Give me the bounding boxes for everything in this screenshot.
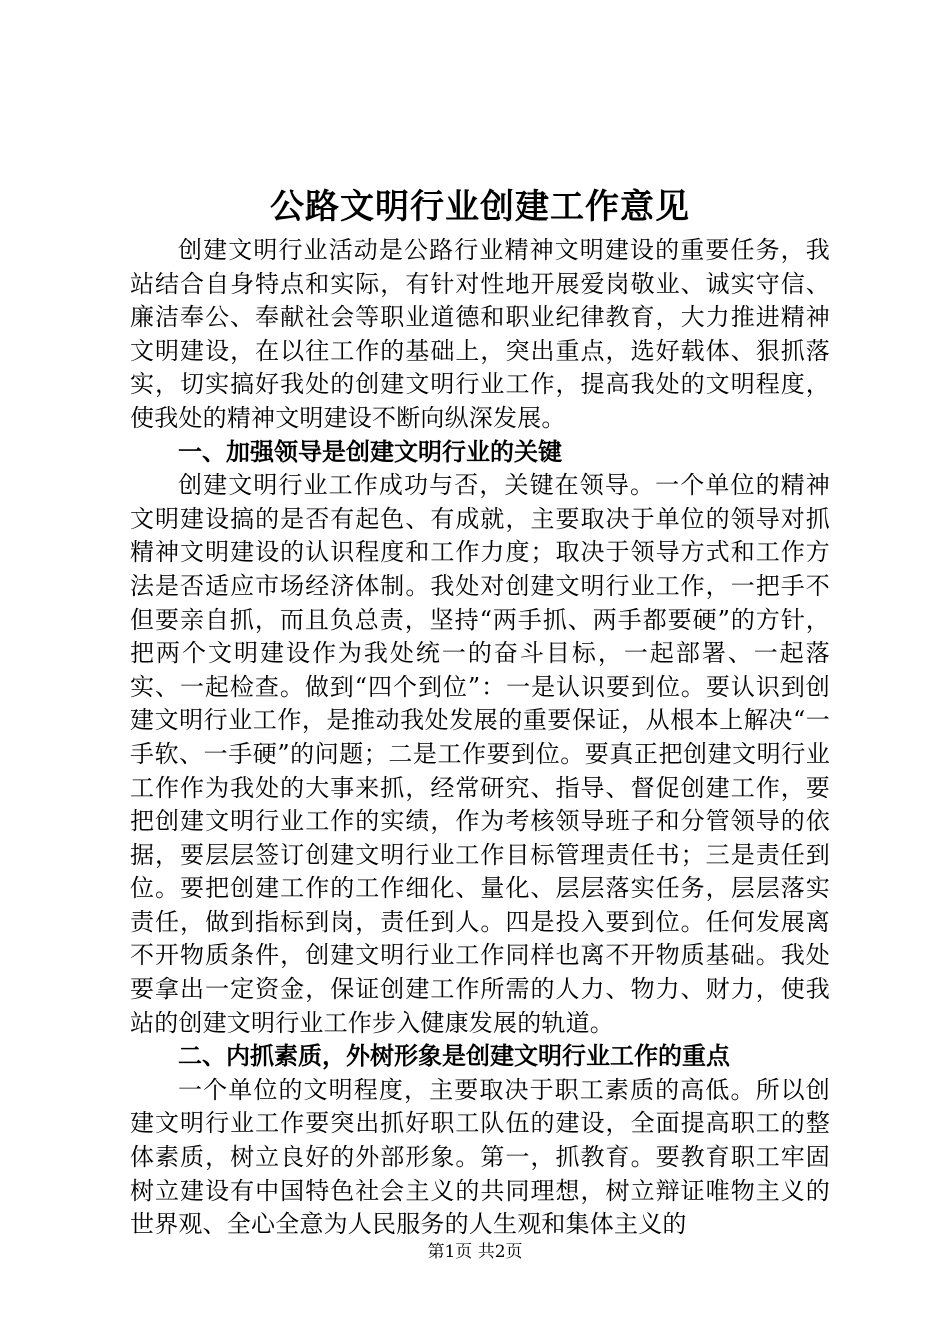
section-body-1: 创建文明行业工作成功与否，关键在领导。一个单位的精神文明建设搞的是否有起色、有成就，主要取决于单位的领导对抓精神文明建设的认识程度和工作力度；取决于领导方式和工作方法是否适应市场经济体制。我处对创建文明行业工作，一把手不但要亲自抓，而且负总责，坚持“两手抓、两手都要硬”的方针，把两个文明建设作为我处统一的奋斗目标，一起部署、一起落实、一起检查。做到“四个到位”：一是认识要到位。要认识到创建文明行业工作，是推动我处发展的重要保证，从根本上解决“一手软、一手硬”的问题；二是工作要到位。要真正把创建文明行业工作作为我处的大事来抓，经常研究、指导、督促创建工作，要把创建文明行业工作的实绩，作为考核领导班子和分管领导的依据，要层层签订创建文明行业工作目标管理责任书；三是责任到位。要把创建工作的工作细化、量化、层层落实任务，层层落实责任，做到指标到岗，责任到人。四是投入要到位。任何发展离不开物质条件，创建文明行业工作同样也离不开物质基础。我处要拿出一定资金，保证创建工作所需的人力、物力、财力，使我站的创建文明行业工作步入健康发展的轨道。 bbox=[130, 471, 830, 1037]
section-heading-1: 一、加强领导是创建文明行业的关键 bbox=[178, 437, 562, 466]
intro-paragraph: 创建文明行业活动是公路行业精神文明建设的重要任务，我站结合自身特点和实际，有针对性地开展爱岗敬业、诚实守信、廉洁奉公、奉献社会等职业道德和职业纪律教育，大力推进精神文明建设，在以往工作的基础上，突出重点，选好载体、狠抓落实，切实搞好我处的创建文明行业工作，提高我处的文明程度，使我处的精神文明建设不断向纵深发展。 bbox=[130, 236, 830, 432]
document-title: 公路文明行业创建工作意见 bbox=[270, 187, 690, 227]
page-footer: 第1页 共2页 bbox=[427, 1242, 523, 1262]
section-heading-2: 二、内抓素质，外树形象是创建文明行业工作的重点 bbox=[178, 1042, 730, 1071]
document-page bbox=[130, 180, 830, 1242]
section-body-2: 一个单位的文明程度，主要取决于职工素质的高低。所以创建文明行业工作要突出抓好职工队伍的建设，全面提高职工的整体素质，树立良好的外部形象。第一，抓教育。要教育职工牢固树立建设有中国特色社会主义的共同理想，树立辩证唯物主义的世界观、全心全意为人民服务的人生观和集体主义的 bbox=[130, 1075, 830, 1239]
